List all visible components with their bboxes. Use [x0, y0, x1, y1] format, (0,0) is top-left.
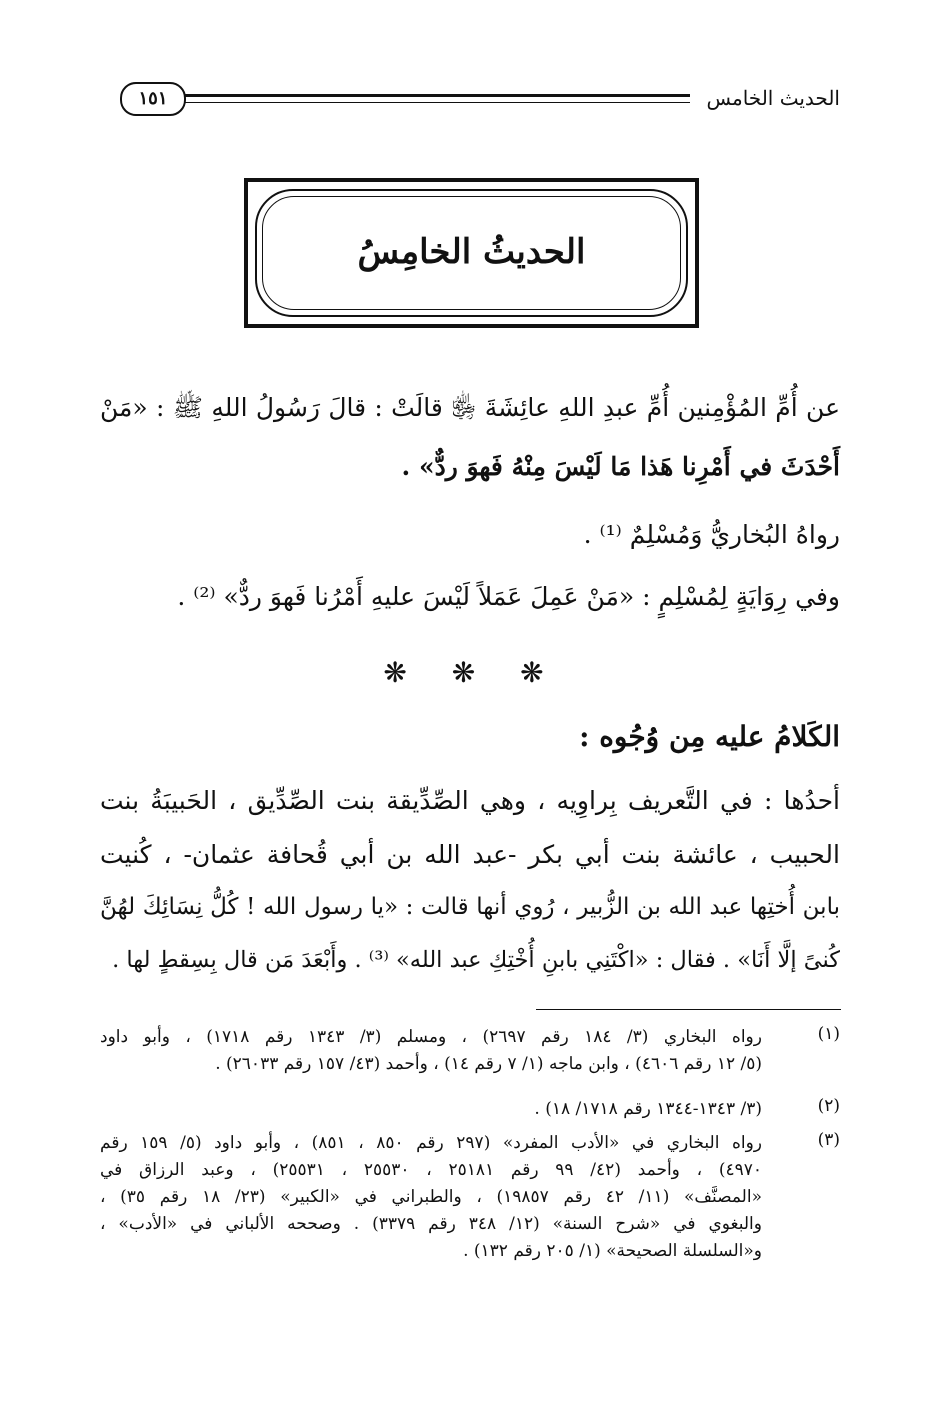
- narration-line: رواهُ البُخاريُّ وَمُسْلِمٌ ⁽¹⁾ .: [583, 520, 840, 549]
- footnote-line: (٣/ ١٣٤٣-١٣٤٤ رقم ١٧١٨/ ١٨) .: [534, 1099, 762, 1119]
- footnote-line: ٤٩٧٠) ، وأحمد (٤٢/ ٩٩ رقم ٢٥١٨١ ، ٢٥٥٣٠ ، ٢٥٥٣١) ، وعبد الرزاق في: [100, 1160, 763, 1180]
- footnote-rule: [536, 1009, 841, 1010]
- footnote-line: رواه البخاري في «الأدب المفرد» (٢٩٧ رقم ٨٥٠ ، ٨٥١) ، وأبو داود (٥/ ١٥٩ رقم: [100, 1133, 762, 1153]
- header-rule: [184, 94, 690, 103]
- chapter-title: الحديثُ الخامِسُ: [357, 232, 586, 272]
- muslim-narration-line: وفي رِوَايَةٍ لِمُسْلِمٍ : «مَنْ عَمِلَ عَمَلاً لَيْسَ عليهِ أَمْرُنا فَهوَ ردٌّ» ⁽²⁾ .: [177, 582, 840, 611]
- paragraph-line-2: الحبيب ، عائشة بنت أبي بكر -عبد الله بن أبي قُحافة عثمان- ، كُنيت: [100, 840, 840, 869]
- paragraph-line-1: أحدُها : في التَّعريف بِراوِيه ، وهي الصِّدِّيقة بنت الصِّدِّيق ، الحَبيبَةُ بنت: [100, 786, 840, 815]
- hadith-line-2: أَحْدَثَ في أَمْرِنا هَذا مَا لَيْسَ مِنْهُ فَهوَ ردٌّ» .: [401, 452, 840, 481]
- footnote-line: والبغوي في «شرح السنة» (١٢/ ٣٤٨ رقم ٣٣٧٩) . وصححه الألباني في «الأدب» ،: [100, 1214, 762, 1234]
- separator-stars: ❋ ❋ ❋: [383, 656, 562, 689]
- footnote-line: رواه البخاري (٣/ ١٨٤ رقم ٢٦٩٧) ، ومسلم (٣/ ١٣٤٣ رقم ١٧١٨) ، وأبو داود: [100, 1027, 762, 1047]
- chapter-title-frame: [244, 178, 699, 328]
- footnote-line: «المصنَّف» (١١/ ٤٢ رقم ١٩٨٥٧) ، والطبراني في «الكبير» (٢٣/ ١٨ رقم ٣٥) ،: [100, 1187, 762, 1207]
- paragraph-line-4: كُنىً إلَّا أَنَا» . فقال : «اكْتَنِي بابنِ أُخْتِكِ عبد الله» ⁽³⁾ . وأَبْعَدَ مَن قال بِسِقطٍ لها .: [112, 947, 840, 973]
- footnote-number: (٢): [817, 1096, 840, 1116]
- footnote-number: (١): [817, 1024, 840, 1044]
- hadith-line-1: عن أُمِّ المُؤْمِنين أُمِّ عبدِ اللهِ عائِشَةَ ﵂ قالَتْ : قالَ رَسُولُ اللهِ ﷺ : «مَنْ: [100, 393, 840, 422]
- footnote-number: (٣): [817, 1130, 840, 1150]
- footnote-line: و«السلسلة الصحيحة» (١/ ٢٠٥ رقم ١٣٢) .: [463, 1241, 762, 1261]
- running-title: الحديث الخامس: [706, 86, 840, 110]
- section-heading: الكَلامُ عليه مِن وُجُوه :: [579, 720, 840, 753]
- footnote-line: (٥/ ١٢ رقم ٤٦٠٦) ، وابن ماجه (١/ ٧ رقم ١٤) ، وأحمد (٤٣/ ١٥٧ رقم ٢٦٠٣٣) .: [215, 1054, 762, 1074]
- paragraph-line-3: بابن أُختِها عبد الله بن الزُّبير ، رُوي أنها قالت : «يا رسول الله ! كُلُّ نِسَائِكَ لهُنَّ: [100, 894, 840, 920]
- page-number: ١٥١: [120, 82, 186, 116]
- running-header: [120, 82, 840, 122]
